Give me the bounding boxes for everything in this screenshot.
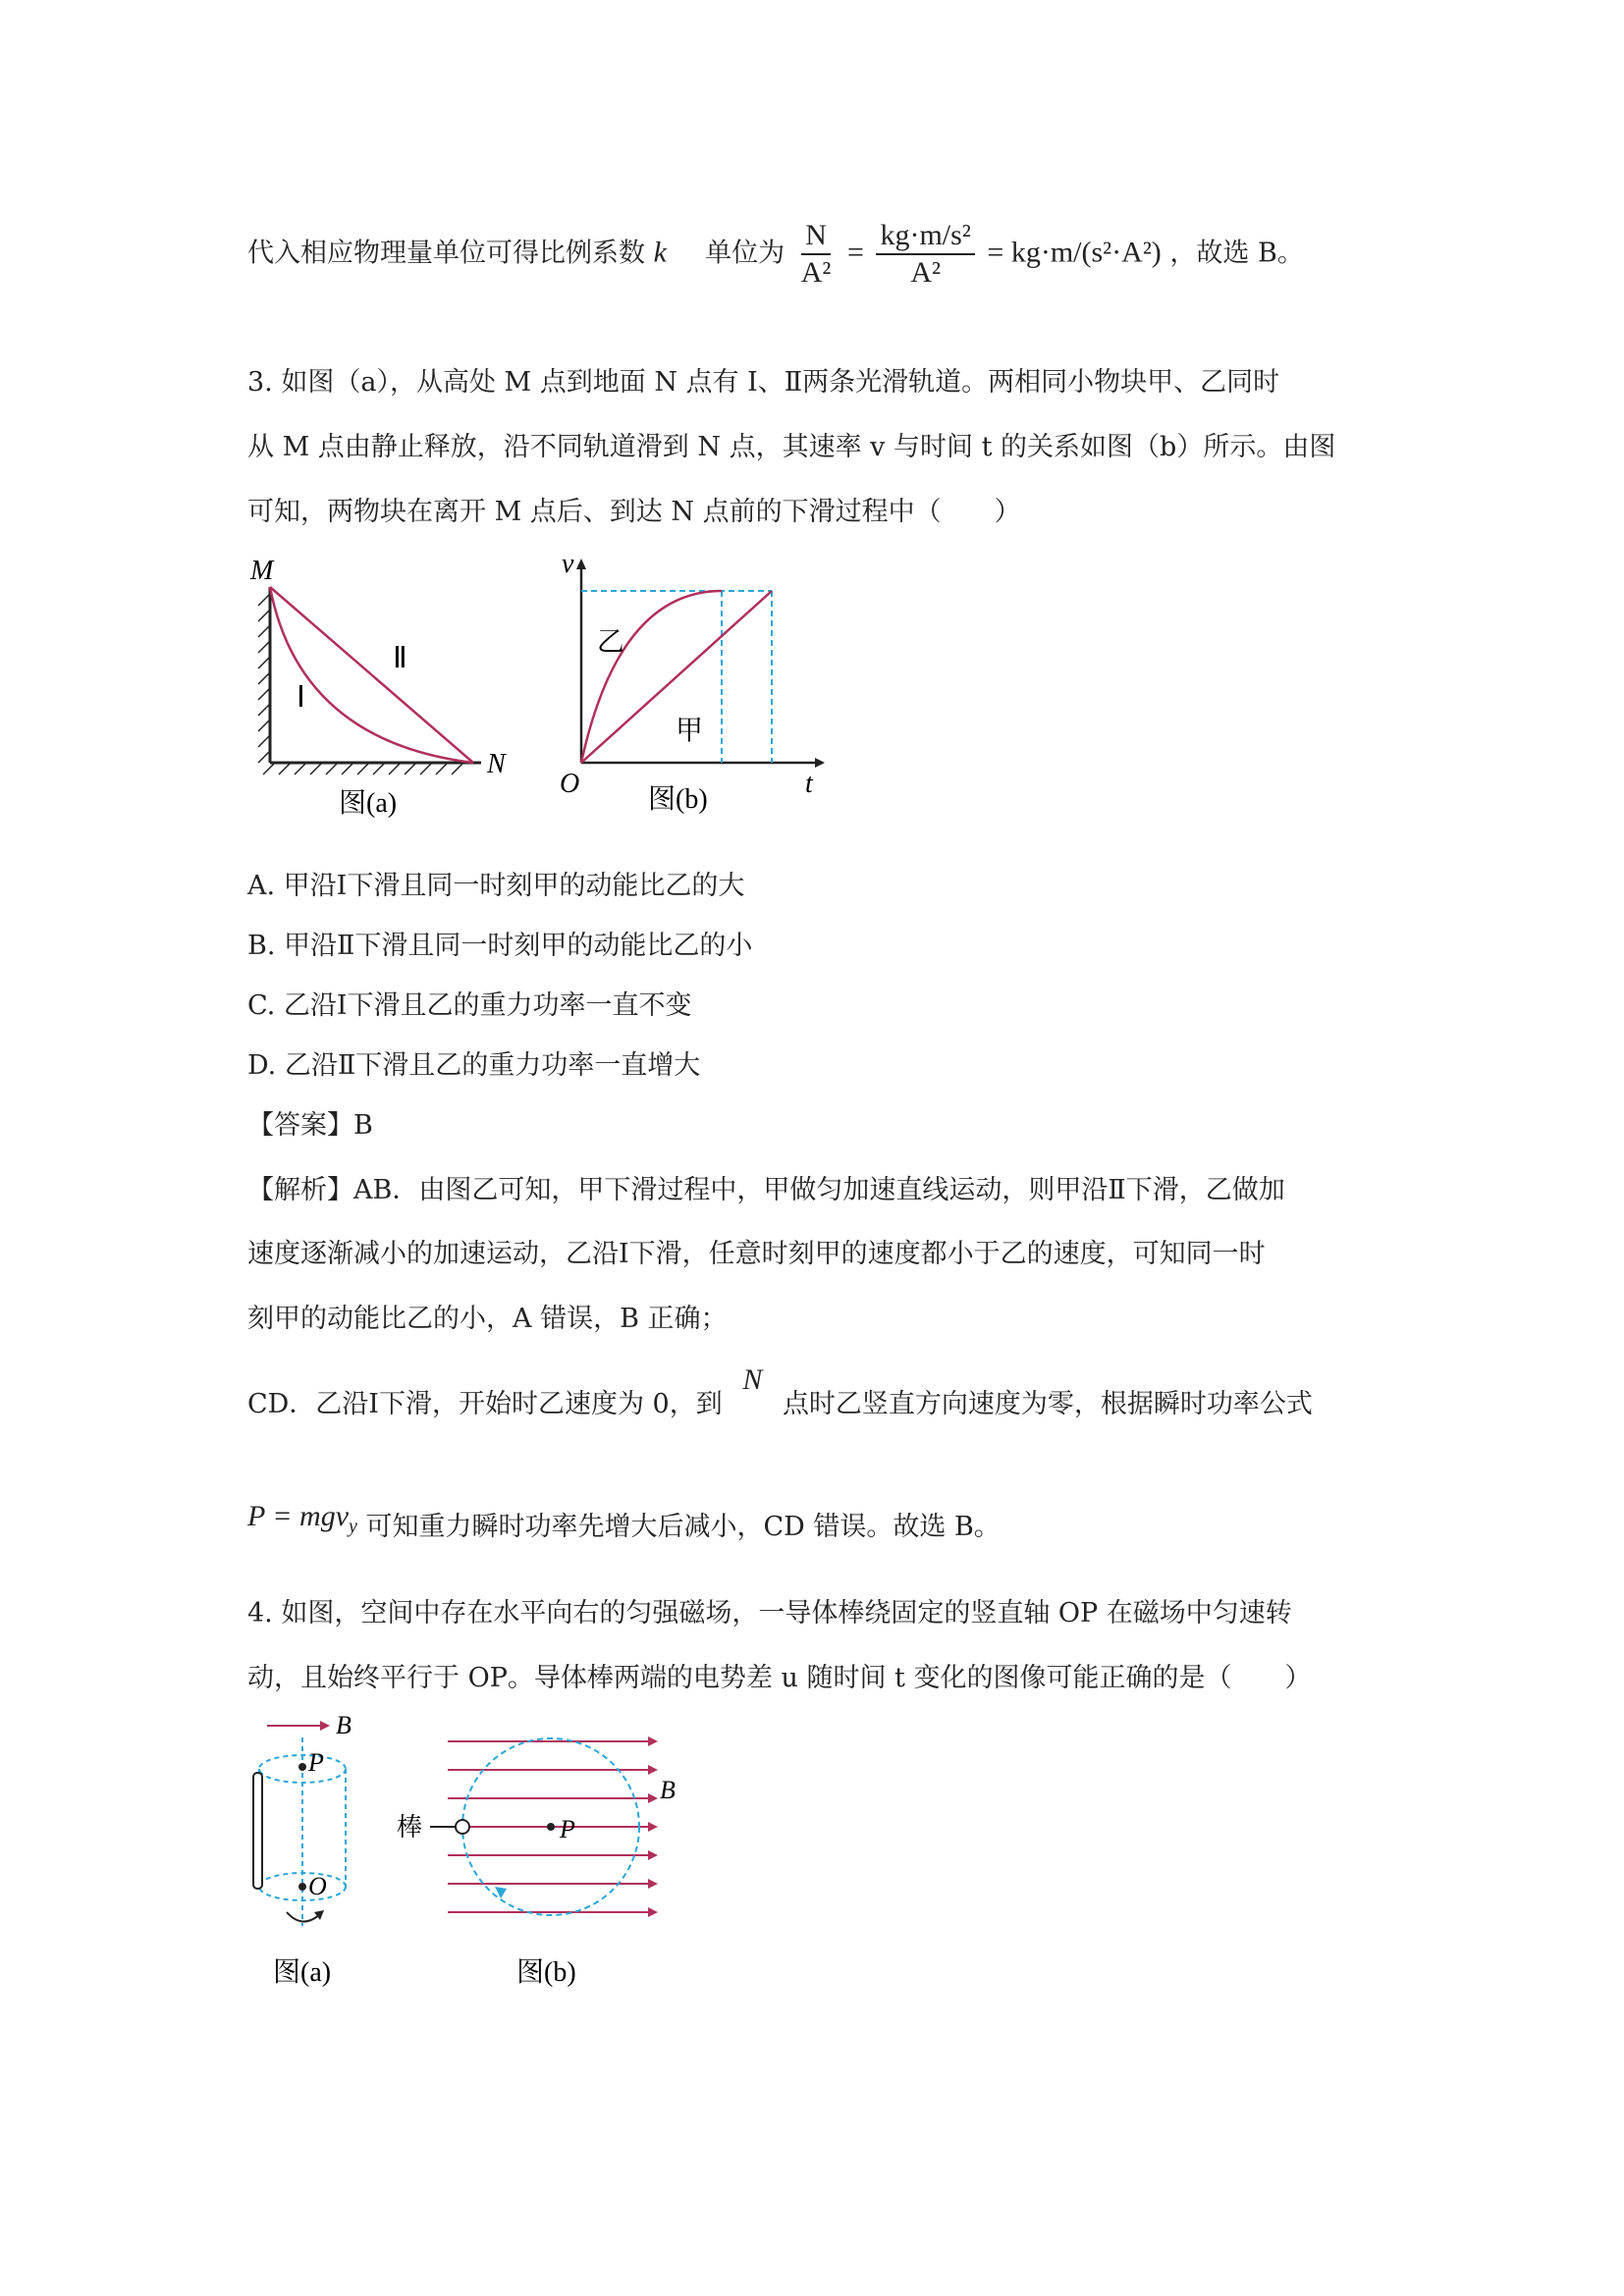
caption-fig-b: 图(b) bbox=[648, 784, 708, 815]
derivation-text: 代入相应物理量单位可得比例系数 bbox=[247, 238, 645, 269]
v-axis-arrow bbox=[576, 559, 586, 569]
label-b: B bbox=[336, 1711, 352, 1739]
power-formula: P = mgv$_y$ bbox=[247, 1500, 357, 1537]
q4-figure-b bbox=[391, 1728, 685, 2002]
track-ii bbox=[270, 587, 473, 763]
analysis-line-4 bbox=[247, 1363, 1313, 1424]
label-m: M bbox=[250, 556, 274, 586]
q3-stem-line-3: 可知，两物块在离开 M 点后、到达 N 点前的下滑过程中（ ） bbox=[247, 497, 1021, 527]
q4-stem-line-2: 动，且始终平行于 OP。导体棒两端的电势差 u 随时间 t 变化的图像可能正确的是（ ） bbox=[247, 1663, 1312, 1693]
k-symbol: k bbox=[653, 236, 667, 269]
choose-b-text: ，故选 B。 bbox=[1169, 238, 1304, 269]
label-yi: 乙 bbox=[597, 625, 625, 658]
label-jia: 甲 bbox=[676, 714, 704, 746]
q3-stem-line-2: 从 M 点由静止释放，沿不同轨道滑到 N 点，其速率 v 与时间 t 的关系如图（b）所示。由图 bbox=[247, 432, 1336, 462]
q4-stem-line-1: 4. 如图，空间中存在水平向右的匀强磁场，一导体棒绕固定的竖直轴 OP 在磁场中匀速转 bbox=[247, 1598, 1292, 1629]
analysis-4-part-b: 点时乙竖直方向速度为零，根据瞬时功率公式 bbox=[782, 1389, 1313, 1419]
t-axis-arrow bbox=[815, 758, 825, 768]
label-o: O bbox=[308, 1872, 327, 1900]
option-b: B. 甲沿Ⅱ下滑且同一时刻甲的动能比乙的小 bbox=[247, 931, 753, 961]
analysis-line-5 bbox=[247, 1500, 1001, 1556]
analysis-line-1: 【解析】AB．由图乙可知，甲下滑过程中，甲做匀加速直线运动，则甲沿Ⅱ下滑，乙做加 bbox=[247, 1175, 1285, 1205]
ground-hatch bbox=[263, 763, 463, 774]
label-b: B bbox=[660, 1776, 676, 1804]
analysis-line-3: 刻甲的动能比乙的小，A 错误，B 正确； bbox=[247, 1304, 728, 1334]
fraction-n-over-a2: $\frac{N}{\text{A²}}$ bbox=[800, 219, 832, 289]
formula-subscript: y bbox=[349, 1516, 357, 1537]
label-track-ii: Ⅱ bbox=[393, 642, 407, 674]
analysis-5-text: 可知重力瞬时功率先增大后减小，CD 错误。故选 B。 bbox=[365, 1512, 1001, 1542]
analysis-4-part-a: CD．乙沿Ⅰ下滑，开始时乙速度为 0，到 bbox=[247, 1389, 723, 1419]
point-p bbox=[547, 1823, 555, 1831]
label-track-i: Ⅰ bbox=[297, 681, 305, 714]
caption-q4-fig-b: 图(b) bbox=[516, 1957, 576, 1988]
caption-fig-a: 图(a) bbox=[339, 788, 398, 819]
caption-q4-fig-a: 图(a) bbox=[273, 1957, 332, 1988]
wall-hatch bbox=[258, 594, 270, 763]
option-d: D. 乙沿Ⅱ下滑且乙的重力功率一直增大 bbox=[247, 1050, 701, 1081]
option-a: A. 甲沿Ⅰ下滑且同一时刻甲的动能比乙的大 bbox=[247, 871, 745, 901]
label-o: O bbox=[560, 769, 580, 799]
answer-line: 【答案】B bbox=[247, 1110, 373, 1141]
point-o bbox=[298, 1883, 306, 1891]
conductor-rod bbox=[253, 1773, 262, 1889]
label-n: N bbox=[487, 749, 506, 779]
label-rod: 棒 bbox=[397, 1813, 423, 1842]
unit-word: 单位为 bbox=[705, 238, 785, 269]
q3-figure-a bbox=[245, 545, 530, 829]
label-t: t bbox=[805, 769, 813, 799]
rod-cross-section bbox=[456, 1820, 469, 1834]
label-v: v bbox=[562, 549, 574, 579]
unit-result: = kg·m/(s²·A²) bbox=[987, 236, 1162, 269]
unit-derivation-line bbox=[247, 218, 1304, 291]
fraction-kg-m-s2: $\frac{\text{kg·m/s²}}{\text{A²}}$ bbox=[876, 218, 974, 291]
field-arrowheads bbox=[648, 1736, 658, 1917]
n-symbol: N bbox=[742, 1363, 763, 1396]
label-p: P bbox=[308, 1748, 324, 1777]
label-p: P bbox=[560, 1815, 575, 1843]
option-c: C. 乙沿Ⅰ下滑且乙的重力功率一直不变 bbox=[247, 990, 692, 1021]
point-p bbox=[298, 1763, 306, 1771]
q4-figure-a bbox=[236, 1708, 373, 2002]
equals-sign: = bbox=[846, 236, 864, 269]
q3-figure-b bbox=[550, 545, 835, 829]
analysis-line-2: 速度逐渐减小的加速运动，乙沿Ⅰ下滑，任意时刻甲的速度都小于乙的速度，可知同一时 bbox=[247, 1239, 1266, 1269]
q3-stem-line-1: 3. 如图（a），从高处 M 点到地面 N 点有 Ⅰ、Ⅱ两条光滑轨道。两相同小物块甲、乙同时 bbox=[247, 367, 1280, 398]
